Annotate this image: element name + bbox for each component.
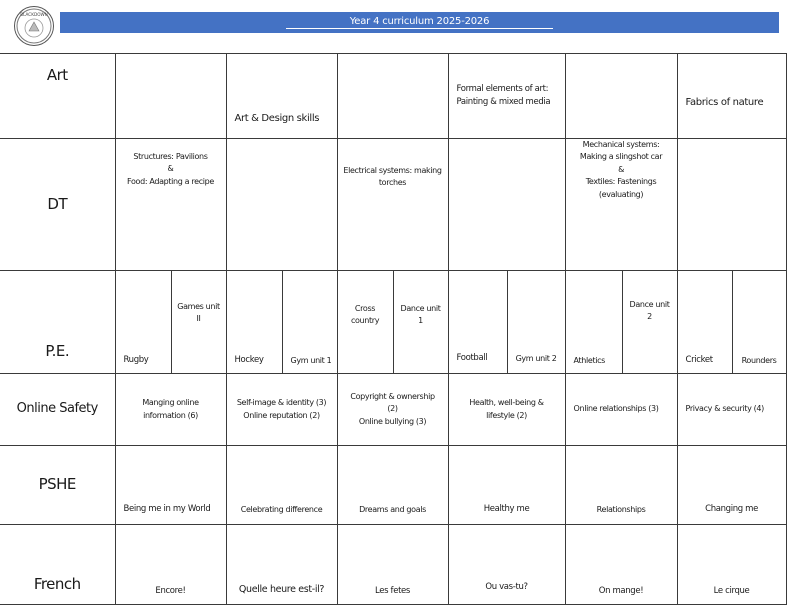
french-cell-2: Quelle heure est-il? [226,525,337,605]
subject-label-online-safety: Online Safety [0,374,115,446]
dt-cell-1-line-1: Structures: Pavilions [133,152,208,161]
online-safety-cell-3-line-3: Online bullying (3) [358,416,427,426]
dt-cell-3-line-2: torches [378,178,407,188]
dt-cell-1-line-3: Food: Adapting a recipe [127,176,214,186]
dt-cell-1-line-2: & [167,164,174,174]
online-safety-cell-4-line-1: Health, well-being & [469,398,544,408]
pe-cell-hockey: Hockey [226,271,282,374]
pe-cell-rounders: Rounders [732,271,786,374]
french-cell-3: Les fetes [337,525,448,605]
pe-cell-cross-country-line-1: Cross [354,304,376,313]
dt-cell-5-line-5: (evaluating) [598,189,644,199]
dt-cell-3 [337,139,448,271]
table-row-french [0,525,786,605]
pe-cell-games-unit-line-1: Games unit [177,302,220,311]
pe-cell-dance-unit-2-line-2: 2 [647,312,652,322]
pe-cell-games-unit-line-2: II [196,314,201,324]
online-safety-cell-1 [115,374,226,446]
pe-cell-dance-unit-2 [622,271,677,374]
art-cell-2: Art & Design skills [226,54,337,139]
pshe-cell-1: Being me in my World [115,446,226,525]
pe-cell-cross-country-line-2: country [350,316,380,326]
online-safety-cell-6: Privacy & security (4) [677,374,786,446]
subject-label-dt: DT [0,139,115,271]
french-cell-4: Ou vas-tu? [448,525,565,605]
online-safety-cell-3-line-1: Copyright & ownership [350,391,435,401]
school-crest-icon [15,7,53,45]
art-cell-4 [448,54,565,139]
online-safety-cell-4 [448,374,565,446]
dt-cell-1 [115,139,226,271]
pshe-cell-3: Dreams and goals [337,446,448,525]
french-cell-6: Le cirque [677,525,786,605]
french-cell-1: Encore! [115,525,226,605]
online-safety-cell-1-line-1: Manging online [142,398,199,408]
pshe-cell-6: Changing me [677,446,786,525]
online-safety-cell-3 [337,374,448,446]
dt-cell-5-line-1: Mechanical systems: [582,140,660,149]
title-banner [60,12,779,33]
french-cell-5: On mange! [565,525,677,605]
art-cell-5 [565,54,677,139]
pshe-cell-5: Relationships [565,446,677,525]
pe-cell-gym-unit-2: Gym unit 2 [507,271,565,374]
art-cell-1 [115,54,226,139]
online-safety-cell-4-line-2: lifestyle (2) [486,410,527,420]
page-title: Year 4 curriculum 2025-2026 [286,16,554,29]
curriculum-table [0,53,787,605]
logo-text: BLACKDOWN [20,12,48,17]
dt-cell-5-line-3: & [618,164,624,174]
pshe-cell-2: Celebrating difference [226,446,337,525]
subject-label-pshe: PSHE [0,446,115,525]
table-row-pe [0,271,786,374]
pe-cell-cross-country [337,271,393,374]
pe-cell-games-unit [171,271,226,374]
pe-cell-dance-unit-1-line-2: 1 [418,316,423,326]
table-row-dt [0,139,786,271]
pshe-cell-4: Healthy me [448,446,565,525]
dt-cell-5-line-2: Making a slingshot car [579,152,663,162]
online-safety-cell-2-line-2: Online reputation (2) [243,410,320,420]
pe-cell-gym-unit-1: Gym unit 1 [282,271,337,374]
pe-cell-dance-unit-1-line-1: Dance unit [400,304,441,313]
pe-cell-rugby: Rugby [115,271,171,374]
subject-label-french: French [0,525,115,605]
dt-cell-5-line-4: Textiles: Fastenings [585,177,657,187]
online-safety-cell-3-line-2: (2) [387,404,398,414]
pe-cell-football: Football [448,271,507,374]
dt-cell-3-line-1: Electrical systems: making [343,166,442,175]
online-safety-cell-5: Online relationships (3) [565,374,677,446]
pe-cell-dance-unit-1 [393,271,448,374]
subject-label-art: Art [0,54,115,139]
art-cell-4-line-1: Formal elements of art: [456,83,549,94]
table-row-art [0,54,786,139]
art-cell-3 [337,54,448,139]
pe-cell-cricket: Cricket [677,271,732,374]
online-safety-cell-2-line-1: Self-image & identity (3) [236,398,327,408]
pe-cell-dance-unit-2-line-1: Dance unit [629,300,670,309]
online-safety-cell-1-line-2: information (6) [143,410,198,420]
dt-cell-5 [565,139,677,271]
table-row-pshe [0,446,786,525]
art-cell-4-line-2: Painting & mixed media [456,97,551,107]
dt-cell-4 [448,139,565,271]
school-logo [14,6,54,46]
art-cell-6: Fabrics of nature [677,54,786,139]
online-safety-cell-2 [226,374,337,446]
dt-cell-2 [226,139,337,271]
table-row-online-safety [0,374,786,446]
dt-cell-6 [677,139,786,271]
subject-label-pe: P.E. [0,271,115,374]
pe-cell-athletics: Athletics [565,271,622,374]
